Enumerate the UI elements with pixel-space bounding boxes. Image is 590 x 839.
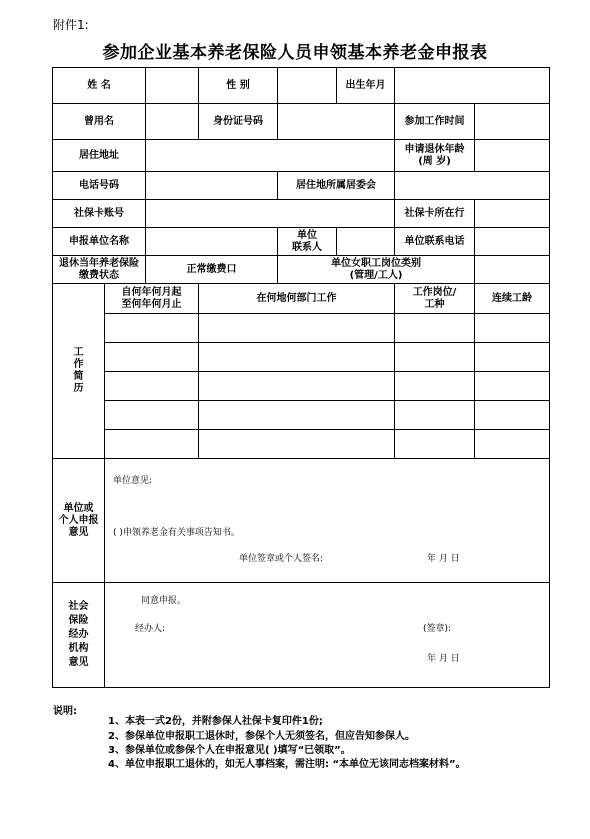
- retire-age-line1: 申请退休年龄: [404, 143, 465, 155]
- history-cell-post[interactable]: [395, 430, 475, 459]
- input-birth[interactable]: [395, 68, 550, 104]
- input-former-name[interactable]: [146, 104, 199, 140]
- input-id-number[interactable]: [278, 104, 395, 140]
- label-agency-opinion: [53, 583, 105, 688]
- history-row: [53, 430, 550, 459]
- label-former-name: 曾用名: [53, 104, 146, 140]
- history-row: [53, 314, 550, 343]
- col-date-line2: 至何年何月止: [121, 298, 182, 310]
- label-committee: 居住地所属居委会: [278, 172, 395, 200]
- form-title: 参加企业基本养老保险人员申领基本养老金申报表: [102, 43, 488, 63]
- input-card-no[interactable]: [146, 200, 395, 228]
- unit-opinion-statement: ( )申领养老金有关事项告知书。: [113, 528, 240, 538]
- row-history-header: [53, 284, 550, 314]
- history-cell-post[interactable]: [395, 372, 475, 401]
- history-cell-years[interactable]: [475, 372, 550, 401]
- label-card-bank: 社保卡所在行: [395, 200, 475, 228]
- unit-opinion-header: 单位意见:: [113, 476, 153, 486]
- label-gender: 性 别: [199, 68, 278, 104]
- row-agency-opinion: [53, 583, 550, 688]
- history-cell-date[interactable]: [105, 430, 199, 459]
- label-phone: 电话号码: [53, 172, 146, 200]
- history-cell-dept[interactable]: [199, 401, 395, 430]
- history-cell-dept[interactable]: [199, 343, 395, 372]
- history-cell-dept[interactable]: [199, 314, 395, 343]
- unit-contact-line2: 联系人: [292, 241, 323, 253]
- row-address: [53, 140, 550, 172]
- attachment-label: 附件1:: [53, 18, 89, 32]
- col-post-line1: 工作岗位/: [412, 286, 457, 298]
- input-post-type[interactable]: [475, 256, 550, 284]
- agency-opinion-line: 机构: [68, 643, 89, 654]
- row-unit: [53, 228, 550, 256]
- history-row: [53, 372, 550, 401]
- col-date-range: [105, 284, 199, 314]
- input-card-bank[interactable]: [475, 200, 550, 228]
- input-committee[interactable]: [395, 172, 550, 200]
- history-cell-post[interactable]: [395, 314, 475, 343]
- note-item: 4、单位申报职工退休的，如无人事档案，需注明: “本单位无该同志档案材料”。: [108, 759, 466, 770]
- history-cell-post[interactable]: [395, 401, 475, 430]
- unit-opinion-line: 单位或: [63, 502, 94, 514]
- label-work-start: 参加工作时间: [395, 104, 475, 140]
- unit-opinion-area[interactable]: [105, 459, 550, 583]
- input-unit-phone[interactable]: [475, 228, 550, 256]
- input-unit-name[interactable]: [146, 228, 278, 256]
- col-service-years: 连续工龄: [475, 284, 550, 314]
- label-unit-opinion: [53, 459, 105, 583]
- col-department: 在何地何部门工作: [199, 284, 395, 314]
- agency-handler: 经办人:: [135, 624, 166, 634]
- history-cell-date[interactable]: [105, 343, 199, 372]
- agency-opinion-line: 保险: [68, 615, 89, 626]
- history-cell-years[interactable]: [475, 401, 550, 430]
- history-cell-date[interactable]: [105, 372, 199, 401]
- input-address[interactable]: [146, 140, 395, 172]
- notes-heading: 说明:: [53, 706, 77, 717]
- post-type-line2: (管理/工人): [349, 269, 403, 281]
- col-post: [395, 284, 475, 314]
- row-phone: [53, 172, 550, 200]
- label-name: 姓 名: [53, 68, 146, 104]
- input-work-start[interactable]: [475, 104, 550, 140]
- note-item: 3、参保单位或参保个人在申报意见( )填写“已领取”。: [108, 745, 351, 756]
- history-row: [53, 401, 550, 430]
- label-address: 居住地址: [53, 140, 146, 172]
- post-type-line1: 单位女职工岗位类别: [331, 257, 422, 269]
- input-phone[interactable]: [146, 172, 278, 200]
- label-id-number: 身份证号码: [199, 104, 278, 140]
- agency-seal: (签章):: [423, 624, 452, 634]
- application-form-table: [52, 67, 550, 688]
- col-post-line2: 工种: [424, 298, 445, 310]
- row-pay-status: [53, 256, 550, 284]
- label-unit-contact: [278, 228, 337, 256]
- retire-age-line2: (周 岁): [418, 155, 451, 167]
- row-basic-2: [53, 104, 550, 140]
- label-work-history: [53, 284, 105, 459]
- label-pay-status: [53, 256, 146, 284]
- input-unit-contact[interactable]: [337, 228, 395, 256]
- label-post-type: [278, 256, 475, 284]
- row-basic-1: [53, 68, 550, 104]
- input-retire-age[interactable]: [475, 140, 550, 172]
- label-retire-age: [395, 140, 475, 172]
- agency-opinion-line: 社会: [68, 601, 89, 612]
- row-card: [53, 200, 550, 228]
- history-char: 工: [73, 347, 84, 358]
- label-unit-name: 申报单位名称: [53, 228, 146, 256]
- history-cell-dept[interactable]: [199, 430, 395, 459]
- label-card-no: 社保卡账号: [53, 200, 146, 228]
- unit-opinion-date: 年 月 日: [427, 554, 460, 564]
- checkbox-pay-normal[interactable]: 正常缴费口: [146, 256, 278, 284]
- input-name[interactable]: [146, 68, 199, 104]
- agency-opinion-line: 意见: [68, 657, 89, 668]
- history-cell-post[interactable]: [395, 343, 475, 372]
- input-gender[interactable]: [278, 68, 337, 104]
- history-cell-years[interactable]: [475, 430, 550, 459]
- history-cell-years[interactable]: [475, 343, 550, 372]
- label-birth: 出生年月: [337, 68, 395, 104]
- pay-status-line1: 退休当年养老保险: [59, 257, 139, 269]
- history-cell-dept[interactable]: [199, 372, 395, 401]
- history-char: 作: [73, 359, 84, 370]
- agency-opinion-area[interactable]: [105, 583, 550, 688]
- history-char: 简: [73, 371, 84, 382]
- row-unit-opinion: [53, 459, 550, 583]
- agency-agree: 同意申报。: [141, 596, 187, 606]
- history-cell-date[interactable]: [105, 314, 199, 343]
- history-cell-date[interactable]: [105, 401, 199, 430]
- pay-status-line2: 缴费状态: [79, 269, 119, 281]
- col-date-line1: 自何年何月起: [121, 286, 182, 298]
- label-unit-phone: 单位联系电话: [395, 228, 475, 256]
- history-char: 历: [73, 383, 84, 394]
- history-cell-years[interactable]: [475, 314, 550, 343]
- unit-opinion-line: 个人申报: [58, 514, 99, 526]
- unit-contact-line1: 单位: [297, 229, 318, 241]
- unit-opinion-sign: 单位签章或个人签名:: [239, 554, 324, 564]
- note-item: 1、本表一式2份，并附参保人社保卡复印件1份;: [108, 716, 323, 727]
- agency-opinion-line: 经办: [68, 629, 89, 640]
- agency-date: 年 月 日: [427, 654, 460, 664]
- history-row: [53, 343, 550, 372]
- note-item: 2、参保单位申报职工退休时，参保个人无须签名，但应告知参保人。: [108, 731, 415, 742]
- unit-opinion-line: 意见: [68, 526, 89, 538]
